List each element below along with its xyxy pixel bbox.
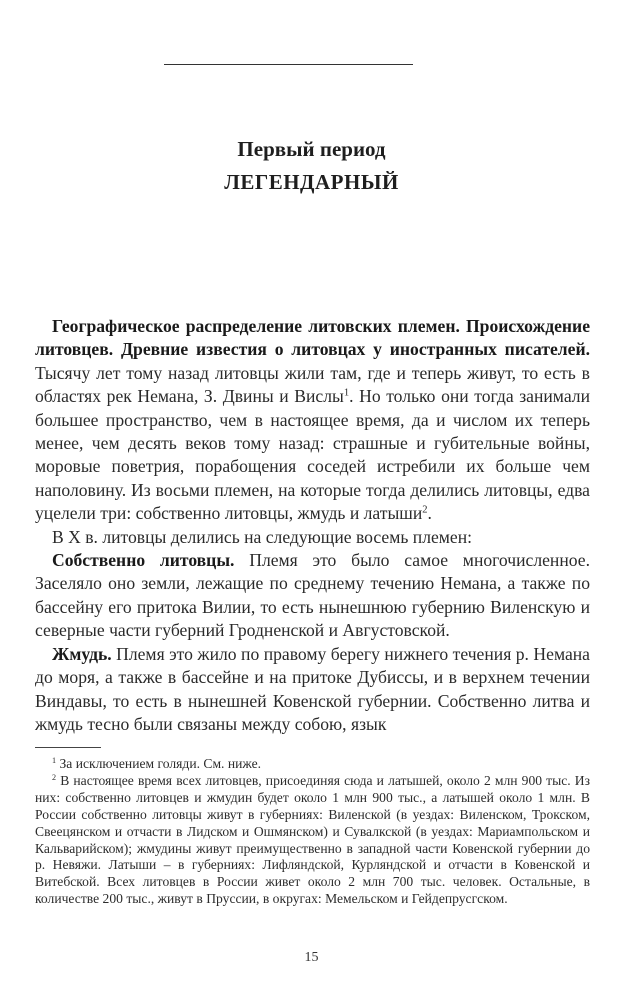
period-subtitle: ЛЕГЕНДАРНЫЙ xyxy=(224,170,399,194)
footnote-text: За исключением голяди. См. ниже. xyxy=(56,756,262,771)
paragraph-text: Тысячу лет тому назад литовцы жили там, где и теперь живут, то есть в областях рек Немана, З. Двины и Вислы xyxy=(35,362,590,407)
top-rule xyxy=(164,64,413,65)
paragraph-lithuanians xyxy=(35,549,590,643)
main-text xyxy=(35,315,590,736)
paragraph-text: Племя это было самое многочисленное. Заселяло оно земли, лежащие по среднему течению Немана, а также по бассейну его притока Вилии, то есть нынешнюю губернию Виленскую и северные части губерний Гродненской и Августовской. xyxy=(35,550,590,641)
paragraph-text: . xyxy=(427,503,432,524)
paragraph-intro xyxy=(35,315,590,526)
footnote-1 xyxy=(35,756,590,773)
footnote-rule xyxy=(35,747,101,748)
page-number: 15 xyxy=(304,950,319,965)
paragraph-text: . Но только они тогда занимали большее пространство, чем в настоящее время, да и числом их теперь менее, чем десять веков тому назад: страшные и губительные войны, моровые поветрия, порабощения соседей истребили их больше чем наполовину. Из восьми племен, на которые тогда делились литовцы, едва уцелели три: собственно литовцы, жмудь и латыши xyxy=(35,386,590,524)
footnotes xyxy=(35,756,590,908)
section-heading: Географическое распределение литовских племен. Происхождение литовцев. Древние известия о литовцах у иностранных писателей. xyxy=(35,316,590,360)
paragraph-tribes xyxy=(35,526,590,549)
period-title: Первый период xyxy=(237,137,386,161)
footnote-mark: 1 xyxy=(52,756,57,766)
footnote-ref-2[interactable]: 2 xyxy=(422,504,428,516)
footnote-ref-1[interactable]: 1 xyxy=(343,387,350,399)
paragraph-text: Племя это жило по правому берегу нижнего течения р. Немана до моря, а также в бассейне и на притоке Дубиссы, и в верхнем течении Виндавы, то есть в нынешней Ковенской губернии. Собственно литва и жмудь тесно были связаны между собою, язык xyxy=(35,643,590,734)
paragraph-zhmud xyxy=(35,643,590,737)
paragraph-text: В X в. литовцы делились на следующие восемь племен: xyxy=(52,526,473,547)
run-in-heading: Жмудь. xyxy=(52,643,112,664)
footnote-text: В настоящее время всех литовцев, присоединяя сюда и латышей, около 2 млн 900 тыс. Из них: собственно литовцев и жмудин будет около 1 млн 900 тыс., а латышей около 1 млн. В России собственно литовцы живут в губерниях: Виленской (в уездах: Виленском, Трокском, Свеецянском и отчасти в Лидском и Ошмянском) и Сувалкской (в уездах: Мариампольском и Кальварийском); жмудины живут преимущественно в западной части Ковенской губернии до р. Невяжи. Латыши – в губерниях: Лифляндской, Курляндской и отчасти в Ковенской и Витебской. Всех литовцев в России живет около 2 млн 700 тыс. человек. Остальные, в количестве 200 тыс., живут в Пруссии, в округах: Мемельском и Гейдепрусгском. xyxy=(35,772,590,907)
footnote-2 xyxy=(35,773,590,908)
footnote-mark: 2 xyxy=(52,773,57,783)
run-in-heading: Собственно литовцы. xyxy=(52,550,235,571)
